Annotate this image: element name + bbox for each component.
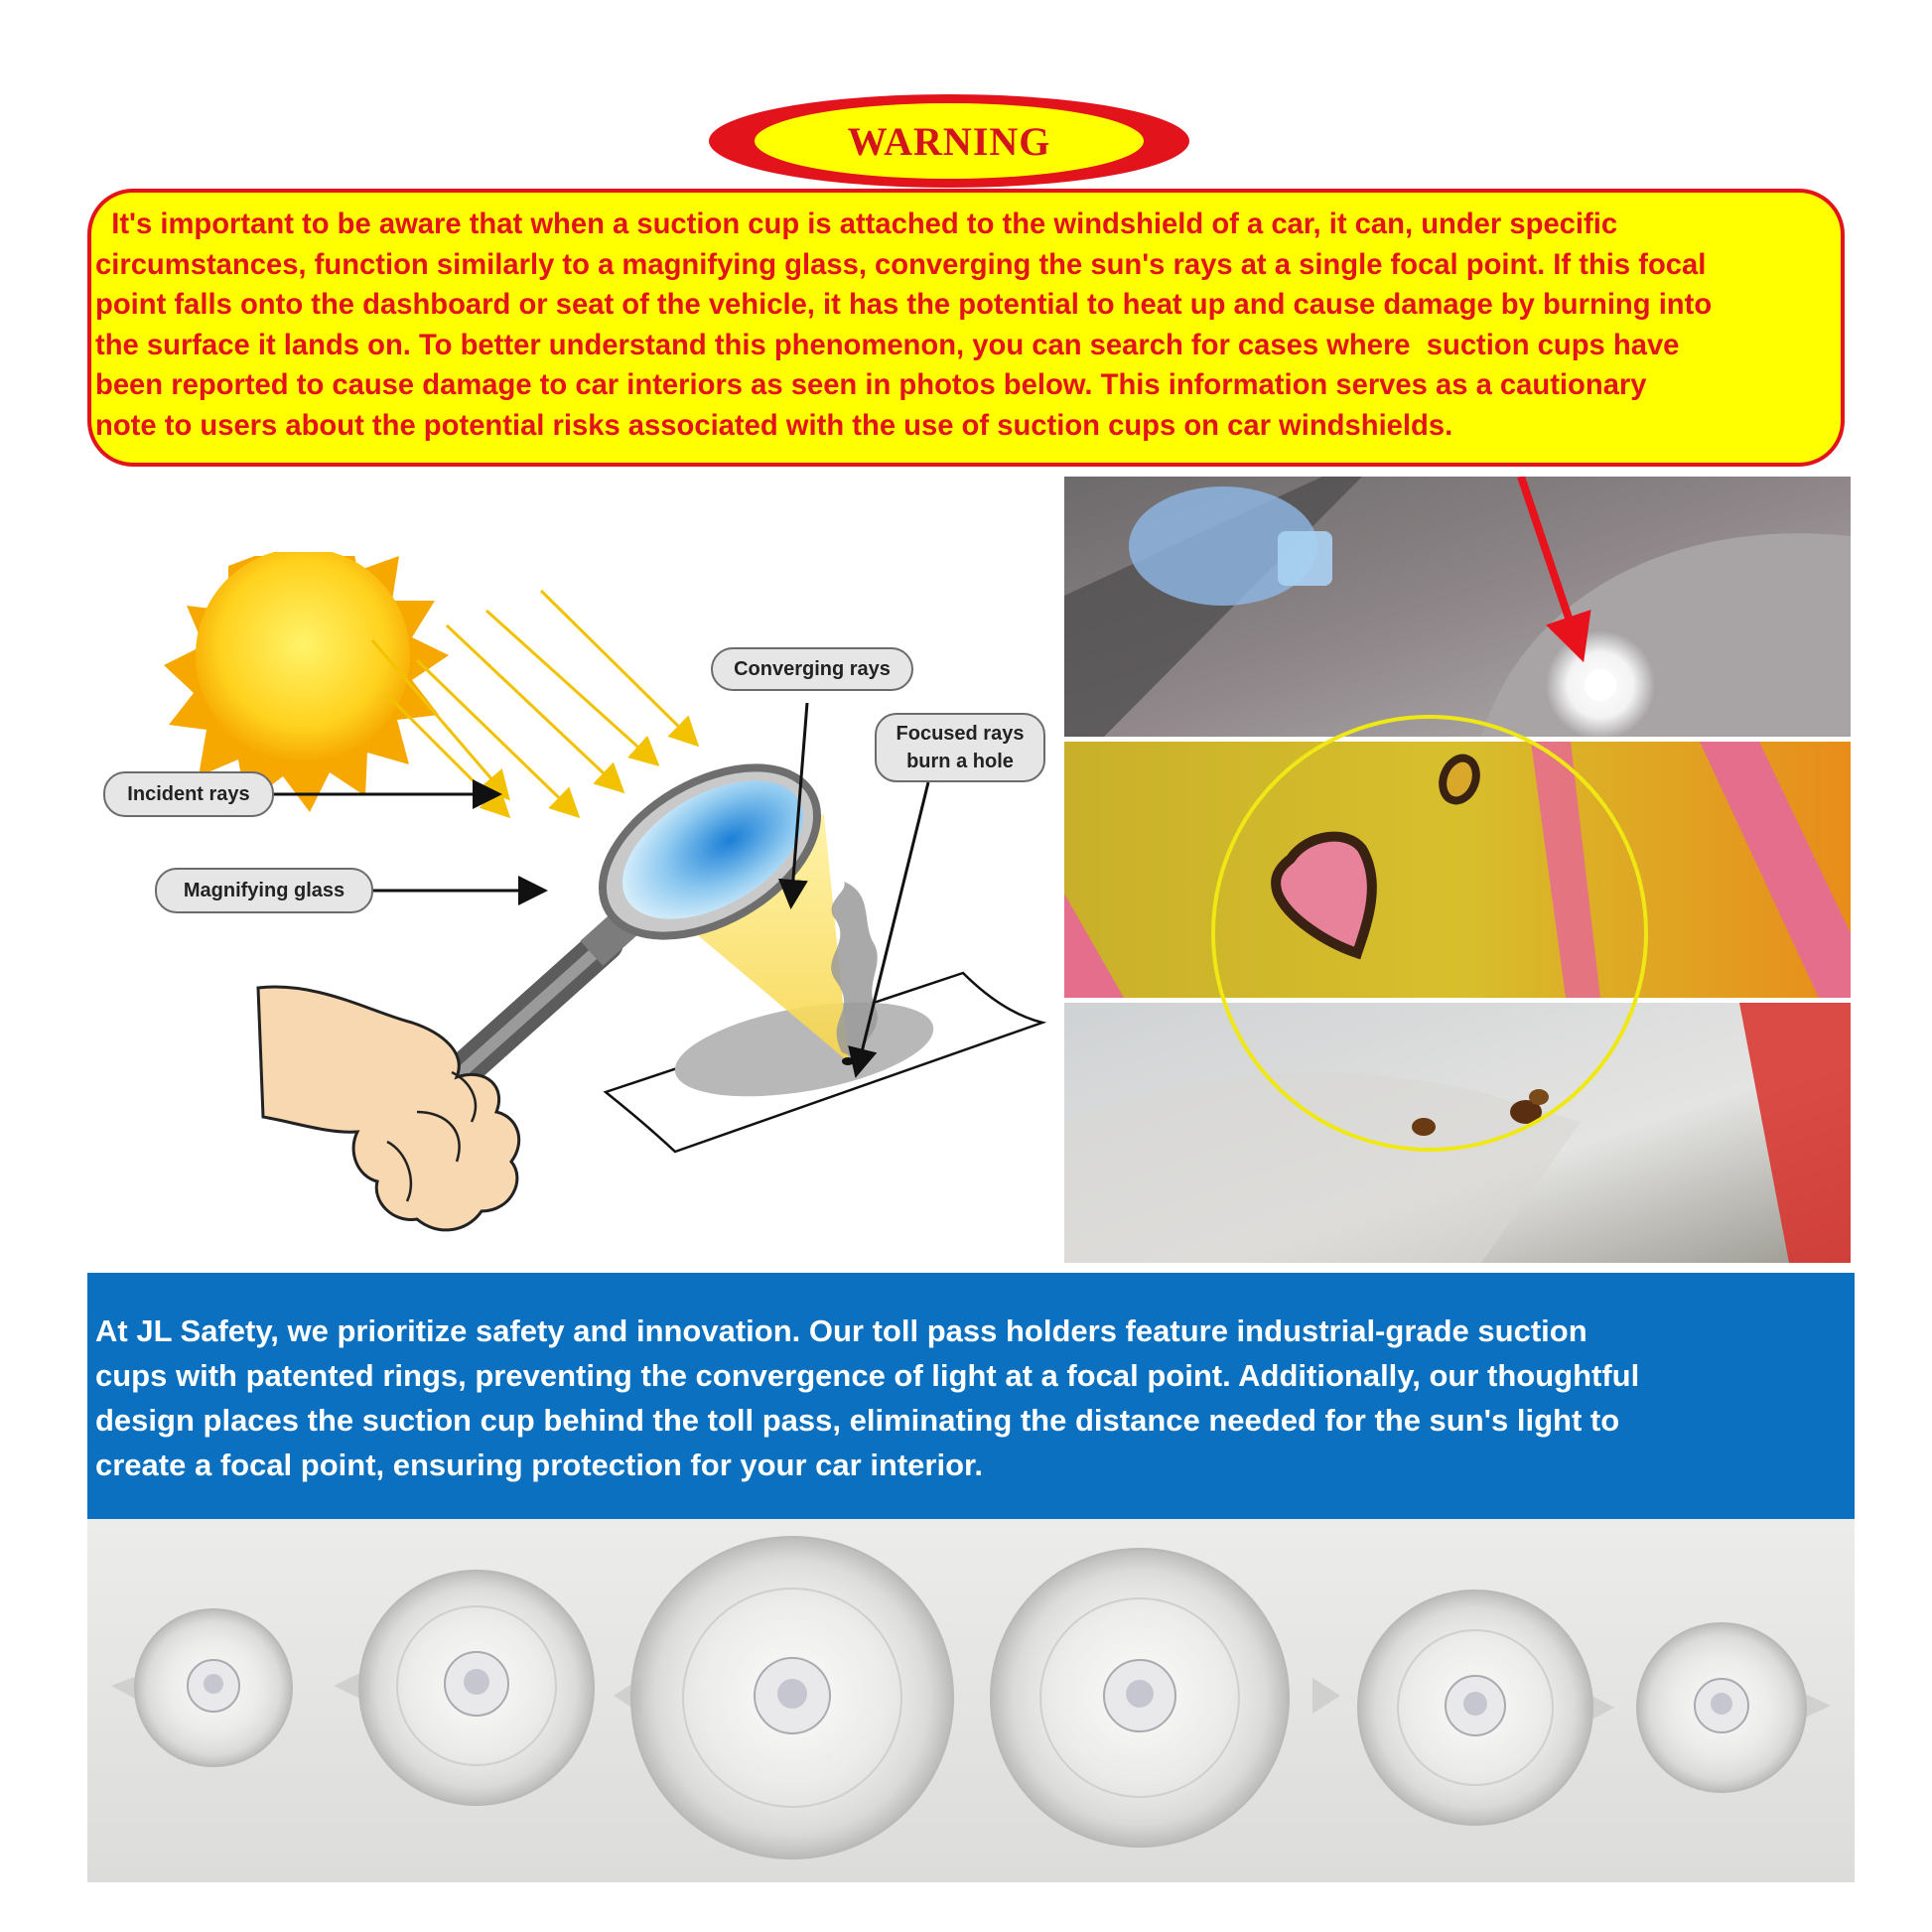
jl-safety-line: cups with patented rings, preventing the convergence of light at a focal point. Additionally, our thoughtful — [95, 1358, 1640, 1393]
label-incident-rays: Incident rays — [103, 771, 274, 817]
warning-line: circumstances, function similarly to a magnifying glass, converging the sun's rays at a single focal point. If this focal — [95, 248, 1707, 281]
hand-icon — [258, 987, 519, 1230]
label-focused-rays — [875, 713, 1045, 782]
warning-title: WARNING — [847, 118, 1051, 164]
suction-cups-photo — [87, 1519, 1855, 1882]
label-converging-rays: Converging rays — [711, 647, 913, 691]
label-focused-rays-line1: Focused rays — [896, 723, 1025, 745]
jl-safety-line: create a focal point, ensuring protection for your car interior. — [95, 1448, 984, 1482]
label-magnifying-glass: Magnifying glass — [155, 868, 373, 913]
warning-line: been reported to cause damage to car interiors as seen in photos below. This information serves as a cautionary — [95, 369, 1647, 402]
jl-safety-line: design places the suction cup behind the toll pass, eliminating the distance needed for the sun's light to — [95, 1403, 1620, 1438]
sun-icon — [164, 516, 449, 812]
warning-line: note to users about the potential risks associated with the use of suction cups on car windshields. — [95, 409, 1453, 442]
burn-damage-photo-collage — [1064, 477, 1851, 1263]
jl-safety-text — [95, 1309, 1843, 1487]
warning-line: It's important to be aware that when a suction cup is attached to the windshield of a car, it can, under specific — [95, 208, 1618, 240]
warning-text — [95, 205, 1847, 453]
warning-line: point falls onto the dashboard or seat of the vehicle, it has the potential to heat up and cause damage by burning into — [95, 289, 1713, 322]
jl-safety-line: At JL Safety, we prioritize safety and innovation. Our toll pass holders feature industrial-grade suction — [95, 1313, 1587, 1348]
warning-line: the surface it lands on. To better understand this phenomenon, you can search for cases where suction cups have — [95, 329, 1680, 361]
label-focused-rays-line2: burn a hole — [906, 751, 1014, 772]
magnifying-glass-diagram — [89, 516, 1072, 1271]
